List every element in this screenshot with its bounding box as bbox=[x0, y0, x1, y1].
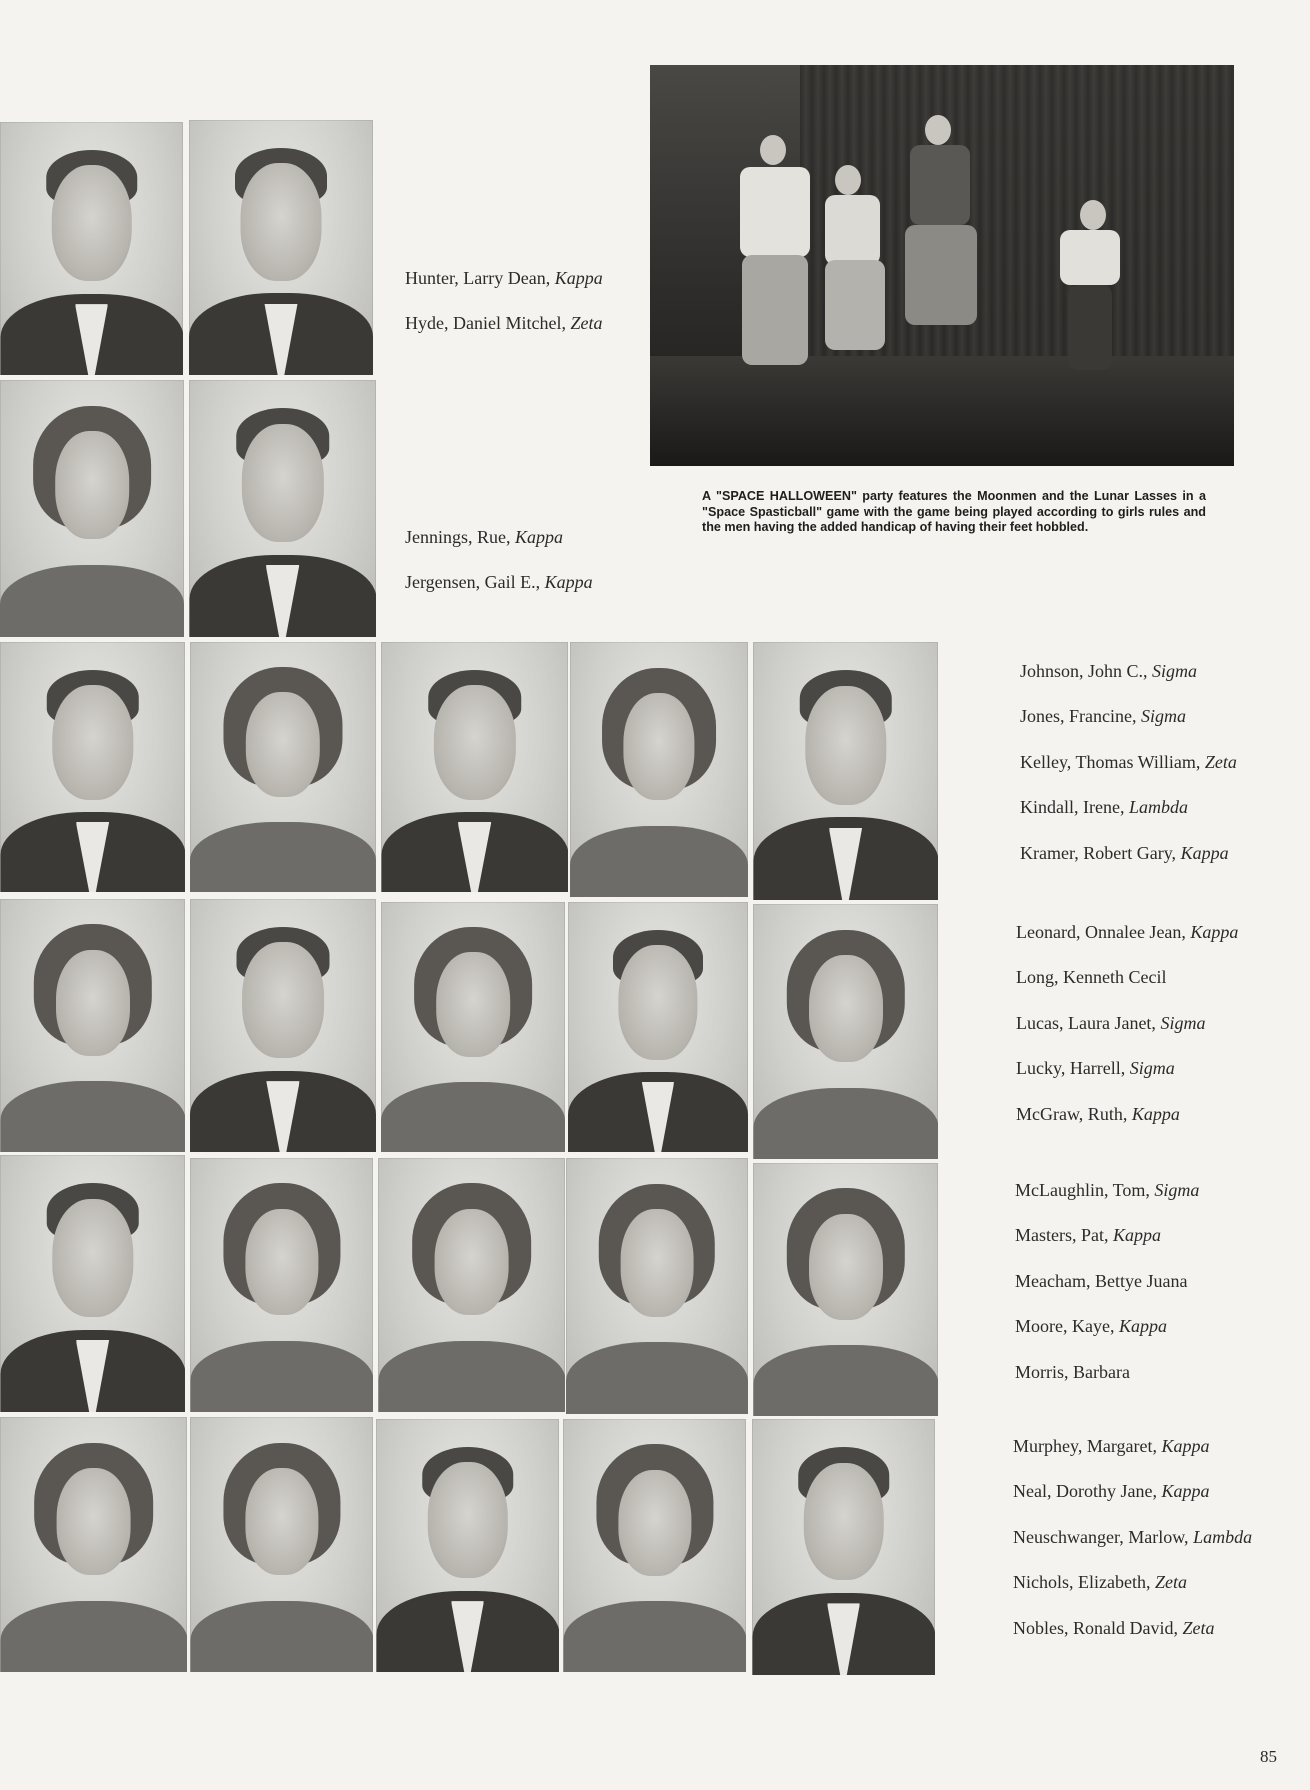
name-entry: McLaughlin, Tom, Sigma bbox=[1015, 1180, 1200, 1200]
name-entry: Leonard, Onnalee Jean, Kappa bbox=[1016, 922, 1239, 942]
photo-caption: A "SPACE HALLOWEEN" party features the Moonmen and the Lunar Lasses in a "Space Spasticball" game with the game being played according to girls rules and the men having the added handicap of having their feet hobbled. bbox=[702, 489, 1206, 534]
portrait-meacham bbox=[378, 1158, 565, 1412]
name-entry: Kramer, Robert Gary, Kappa bbox=[1020, 842, 1229, 863]
portrait-masters bbox=[190, 1158, 373, 1412]
portrait-kramer bbox=[753, 642, 938, 900]
portrait-neuschwanger bbox=[376, 1419, 559, 1672]
portrait-lucky bbox=[568, 902, 748, 1152]
names-second bbox=[405, 527, 593, 618]
name-entry: Nobles, Ronald David, Zeta bbox=[1013, 1617, 1215, 1638]
name-entry: Hunter, Larry Dean, Kappa bbox=[405, 268, 603, 288]
names-row1 bbox=[1020, 661, 1237, 888]
portrait-moore bbox=[566, 1158, 748, 1414]
names-row3 bbox=[1015, 1180, 1199, 1407]
portrait-long bbox=[190, 899, 376, 1152]
name-entry: Kindall, Irene, Lambda bbox=[1020, 797, 1188, 818]
portrait-morris bbox=[753, 1163, 938, 1416]
portrait-hunter bbox=[0, 122, 183, 375]
page-number: 85 bbox=[1260, 1747, 1277, 1766]
names-row2 bbox=[1016, 922, 1238, 1149]
name-entry: Morris, Barbara bbox=[1015, 1361, 1130, 1382]
name-entry: Long, Kenneth Cecil bbox=[1016, 967, 1167, 988]
portrait-neal bbox=[190, 1417, 373, 1672]
name-entry: Nichols, Elizabeth, Zeta bbox=[1013, 1572, 1187, 1593]
portrait-kindall bbox=[570, 642, 748, 897]
name-entry: Johnson, John C., Sigma bbox=[1020, 661, 1198, 681]
portrait-jergensen bbox=[189, 380, 376, 637]
name-entry: Jones, Francine, Sigma bbox=[1020, 706, 1186, 727]
name-entry: Lucky, Harrell, Sigma bbox=[1016, 1058, 1175, 1079]
names-top bbox=[405, 268, 603, 359]
portrait-nichols bbox=[563, 1419, 746, 1672]
name-entry: Kelley, Thomas William, Zeta bbox=[1020, 751, 1237, 772]
name-entry: Neal, Dorothy Jane, Kappa bbox=[1013, 1481, 1210, 1502]
name-entry: McGraw, Ruth, Kappa bbox=[1016, 1103, 1180, 1124]
portrait-mclaughlin bbox=[0, 1155, 185, 1412]
portrait-johnson bbox=[0, 642, 185, 892]
portrait-lucas bbox=[381, 902, 565, 1152]
name-entry: Murphey, Margaret, Kappa bbox=[1013, 1436, 1210, 1456]
name-entry: Lucas, Laura Janet, Sigma bbox=[1016, 1012, 1206, 1033]
name-entry: Moore, Kaye, Kappa bbox=[1015, 1316, 1167, 1337]
names-row4 bbox=[1013, 1436, 1252, 1663]
name-entry: Jergensen, Gail E., Kappa bbox=[405, 572, 593, 593]
portrait-jones bbox=[190, 642, 376, 892]
portrait-murphey bbox=[0, 1417, 187, 1672]
name-entry: Hyde, Daniel Mitchel, Zeta bbox=[405, 313, 603, 334]
portrait-leonard bbox=[0, 899, 185, 1152]
name-entry: Meacham, Bettye Juana bbox=[1015, 1270, 1188, 1291]
portrait-nobles bbox=[752, 1419, 935, 1675]
event-photo bbox=[650, 65, 1234, 466]
portrait-kelley bbox=[381, 642, 568, 892]
name-entry: Jennings, Rue, Kappa bbox=[405, 527, 564, 547]
name-entry: Masters, Pat, Kappa bbox=[1015, 1225, 1162, 1246]
portrait-hyde bbox=[189, 120, 373, 375]
portrait-jennings bbox=[0, 380, 184, 637]
portrait-mcgraw bbox=[753, 904, 938, 1159]
name-entry: Neuschwanger, Marlow, Lambda bbox=[1013, 1526, 1253, 1547]
